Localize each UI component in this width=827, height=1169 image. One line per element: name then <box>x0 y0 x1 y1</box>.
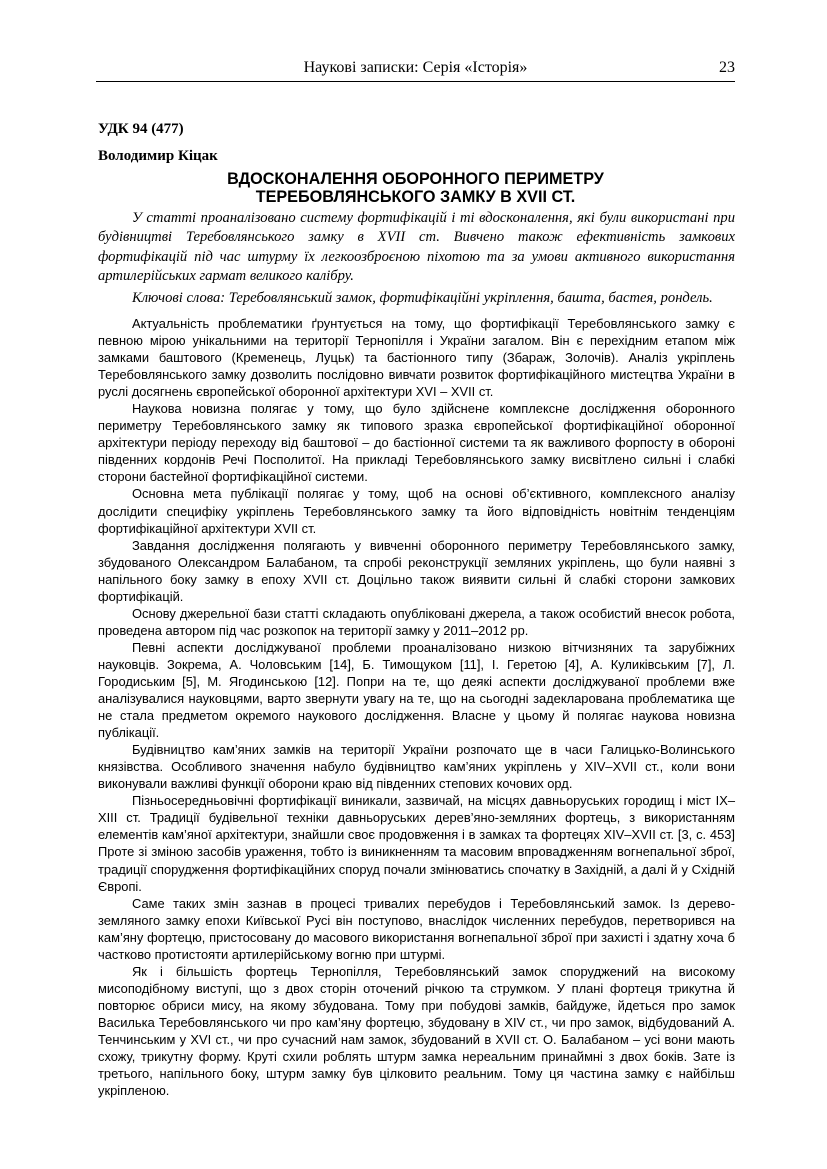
title-line-2: ТЕРЕБОВЛЯНСЬКОГО ЗАМКУ В XVII СТ. <box>255 188 576 206</box>
paragraph: Наукова новизна полягає у тому, що було здійснене комплексне дослідження оборонного периметру Теребовлянського замку як типового зразка європейської фортифікаційної оборонної архітектури періоду переходу від баштової – до бастіонної системи та як важливого форпосту в обороні південних кордонів Речі Посполитої. На прикладі Теребовлянського замку висвітлено сильні і слабкі сторони бастейної фортифікаційної системи. <box>98 401 735 485</box>
udk-code: УДК 94 (477) <box>98 121 184 137</box>
paragraph: Основу джерельної бази статті складають опубліковані джерела, а також особистий внесок робота, проведена автором під час розкопок на території замку у 2011–2012 рр. <box>98 605 735 638</box>
paragraph: Актуальність проблематики ґрунтується на тому, що фортифікації Теребовлянського замку є певною мірою унікальними на території Тернопілля і України загалом. Він є перехідним етапом між замками баштового (Кременець, Луцьк) та бастіонного типу (Збараж, Золочів). Аналіз укріплень Теребовлянського замку дозволить послідовно вивчати розвиток фортифікаційного мистецтва України в руслі досягнень європейської оборонної архітектури XVI – XVII ст. <box>98 316 735 400</box>
paragraph: Саме таких змін зазнав в процесі тривалих перебудов і Теребовлянський замок. Із дерево-земляного замку епохи Київської Русі він поступово, внаслідок численних перебудов, перетворився на кам’яну фортецю, пристосовану до масового використання вогнепальної зброї при захисті і здатну хоча б частково протистояти артилерійському вогню при штурмі. <box>98 895 735 962</box>
abstract: У статті проаналізовано систему фортифікацій і ті вдосконалення, які були використані при будівництві Теребовлянського замку в XVII ст. Вивчено також ефективність замкових фортифікацій під час штурму їх легкоозброєною піхотою та за умови активного використання артилерійських гармат великого калібру. <box>98 210 735 284</box>
running-header <box>96 57 735 82</box>
journal-title: Наукові записки: Серія «Історія» <box>303 59 528 76</box>
paragraph: Будівництво кам’яних замків на території України розпочато ще в часи Галицько-Волинського князівства. Особливого значення набуло будівництво кам’яних укріплень у XIV–XVII ст., коли вони виконували важливі функції оборони краю від південних степових кочових орд. <box>98 742 735 792</box>
paragraph: Як і більшість фортець Тернопілля, Теребовлянський замок споруджений на високому мисоподібному виступі, що з двох сторін оточений річкою та струмком. У плані фортеця трикутна й повторює обриси мису, на якому збудована. Тому при побудові замків, байдуже, йдеться про замок Василька Теребовлянського чи про кам’яну фортецю, збудовану в XIV ст., чи про замок, відбудований А. Тенчинським у XVI ст., чи про сучасний нам замок, збудований в XVII ст. О. Балабаном – усі вони мають схожу, трикутну форму. Круті схили роблять штурм замка нереальним принаймні з двох боків. Зате із третього, напільного боку, штурм замку був цілковито реальним. Тому ця частина замку є найбільш укріпленою. <box>98 963 735 1099</box>
author-name: Володимир Кіцак <box>98 148 218 164</box>
paragraph: Пізньосередньовічні фортифікації виникали, зазвичай, на місцях давньоруських городищ і міст IX–XIII ст. Традиції будівельної техніки давньоруських дерев’яно-земляних фортець, з використанням елементів кам’яної архітектури, знайшли своє продовження і в замках та фортецях XIV–XVII ст. [3, с. 453] Проте зі зміною засобів ураження, тобто із виникненням та масовим впровадженням вогнепальної зброї, традиції спорудження фортифікаційних споруд почали змінюватись спочатку в Західній, а далі й у Східній Європі. <box>98 793 735 894</box>
page-number: 23 <box>719 59 735 76</box>
paragraph: Завдання дослідження полягають у вивченні оборонного периметру Теребовлянського замку, збудованого Олександром Балабаном, та спробі реконструкції земляних укріплень, що були наявні з напільного боку замку в епоху XVII ст. Доцільно також виявити сильні й слабкі сторони замкових фортифікацій. <box>98 537 735 604</box>
article-title <box>96 170 735 206</box>
paragraph: Основна мета публікації полягає у тому, щоб на основі об’єктивного, комплексного аналізу дослідити специфіку укріплень Теребовлянського замку та його відповідність новітнім тенденціям фортифікаційної архітектури XVII ст. <box>98 486 735 536</box>
keywords: Ключові слова: Теребовлянський замок, фортифікаційні укріплення, башта, бастея, рондель. <box>132 290 713 306</box>
paragraph: Певні аспекти досліджуваної проблеми проаналізовано низкою вітчизняних та зарубіжних науковців. Зокрема, А. Чоловським [14], Б. Тимощуком [11], І. Геретою [4], А. Куликівським [7], Л. Городиським [5], М. Ягодинською [12]. Попри на те, що деякі аспекти досліджуваної проблеми вже аналізувалися науковцями, варто звернути увагу на те, що на сьогодні задекларована проблематика ще не стала предметом окремого наукового дослідження. Власне у цьому й полягає наукова новизна публікації. <box>98 639 735 741</box>
title-line-1: ВДОСКОНАЛЕННЯ ОБОРОННОГО ПЕРИМЕТРУ <box>227 170 604 188</box>
body-text <box>98 315 735 1099</box>
